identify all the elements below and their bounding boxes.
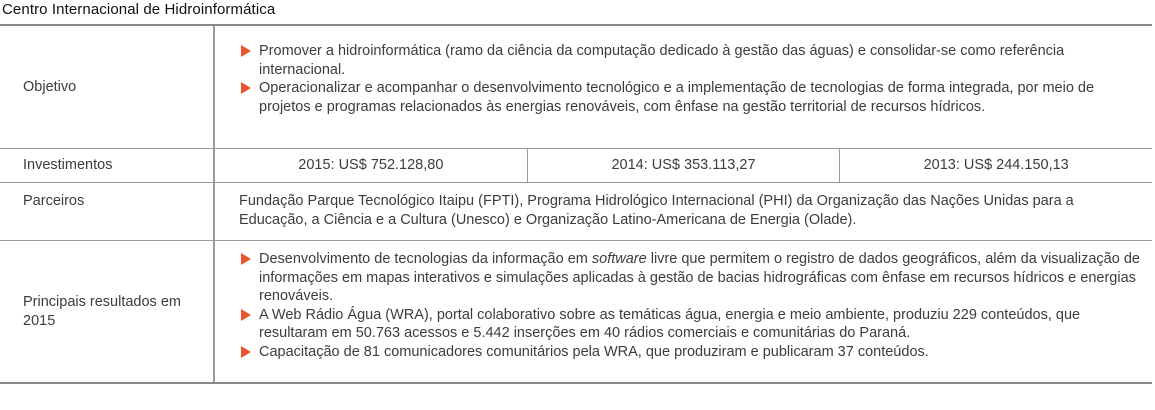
arrow-bullet-icon [241,309,251,321]
arrow-bullet-icon [241,45,251,57]
list-item [239,306,1140,343]
objetivo-content [215,26,1152,148]
row-parceiros [0,183,1152,241]
row-objetivo [0,26,1152,149]
resultados-content [215,241,1152,382]
row-label-investimentos: Investimentos [0,149,215,182]
page-title: Centro Internacional de Hidroinformática [2,1,276,18]
objetivo-text-2: Operacionalizar e acompanhar o desenvolvimento tecnológico e a implementação de tecnologias de forma integrada, por meio de projetos e programas relacionados às energias renováveis, com ênfase na gestão territorial de recursos hídricos. [259,80,1095,115]
investment-2013: 2013: US$ 244.150,13 [923,157,1069,174]
arrow-bullet-icon [241,346,251,358]
objetivo-text-1: Promover a hidroinformática (ramo da ciência da computação dedicado à gestão das águas) e consolidar-se como referência internacional. [259,43,1065,78]
investimentos-content [215,149,1152,182]
list-item [239,343,1140,362]
row-label-objetivo: Objetivo [0,26,215,148]
list-item [239,250,1140,306]
list-item [239,79,1140,116]
resultado-text-2: A Web Rádio Água (WRA), portal colaborativo sobre as temáticas água, energia e meio ambiente, produziu 229 conteúdos, que resultaram em 50.763 acessos e 5.442 inserções em 40 rádios comerciais e comunitárias do Paraná. [259,306,1081,341]
arrow-bullet-icon [241,253,251,265]
info-table [0,24,1152,384]
row-label-parceiros: Parceiros [0,183,215,240]
arrow-bullet-icon [241,82,251,94]
parceiros-content: Fundação Parque Tecnológico Itaipu (FPTI), Programa Hidrológico Internacional (PHI) da Organização das Nações Unidas para a Educação, a Ciência e a Cultura (Unesco) e Organização Latino-Americana de Energia (Olade). [239,193,1074,228]
row-resultados [0,241,1152,382]
row-investimentos [0,149,1152,183]
investment-2015: 2015: US$ 752.128,80 [215,149,528,182]
investment-2014: 2014: US$ 353.113,27 [528,149,841,182]
resultado-text-1-start: Desenvolvimento de tecnologias da informação em [259,251,592,267]
resultado-text-1-italic: software [591,251,647,267]
resultado-text-1-end: livre que permitem o registro de dados geográficos, além da visualização de informações em mapas interativos e simulações aplicadas à gestão de bacias hidrográficas com ênfase em recursos hídricos e energias renováveis. [259,251,1140,304]
list-item [239,42,1140,79]
resultado-text-3: Capacitação de 81 comunicadores comunitários pela WRA, que produziram e publicaram 37 conteúdos. [259,343,929,360]
row-label-resultados: Principais resultados em 2015 [0,241,215,382]
